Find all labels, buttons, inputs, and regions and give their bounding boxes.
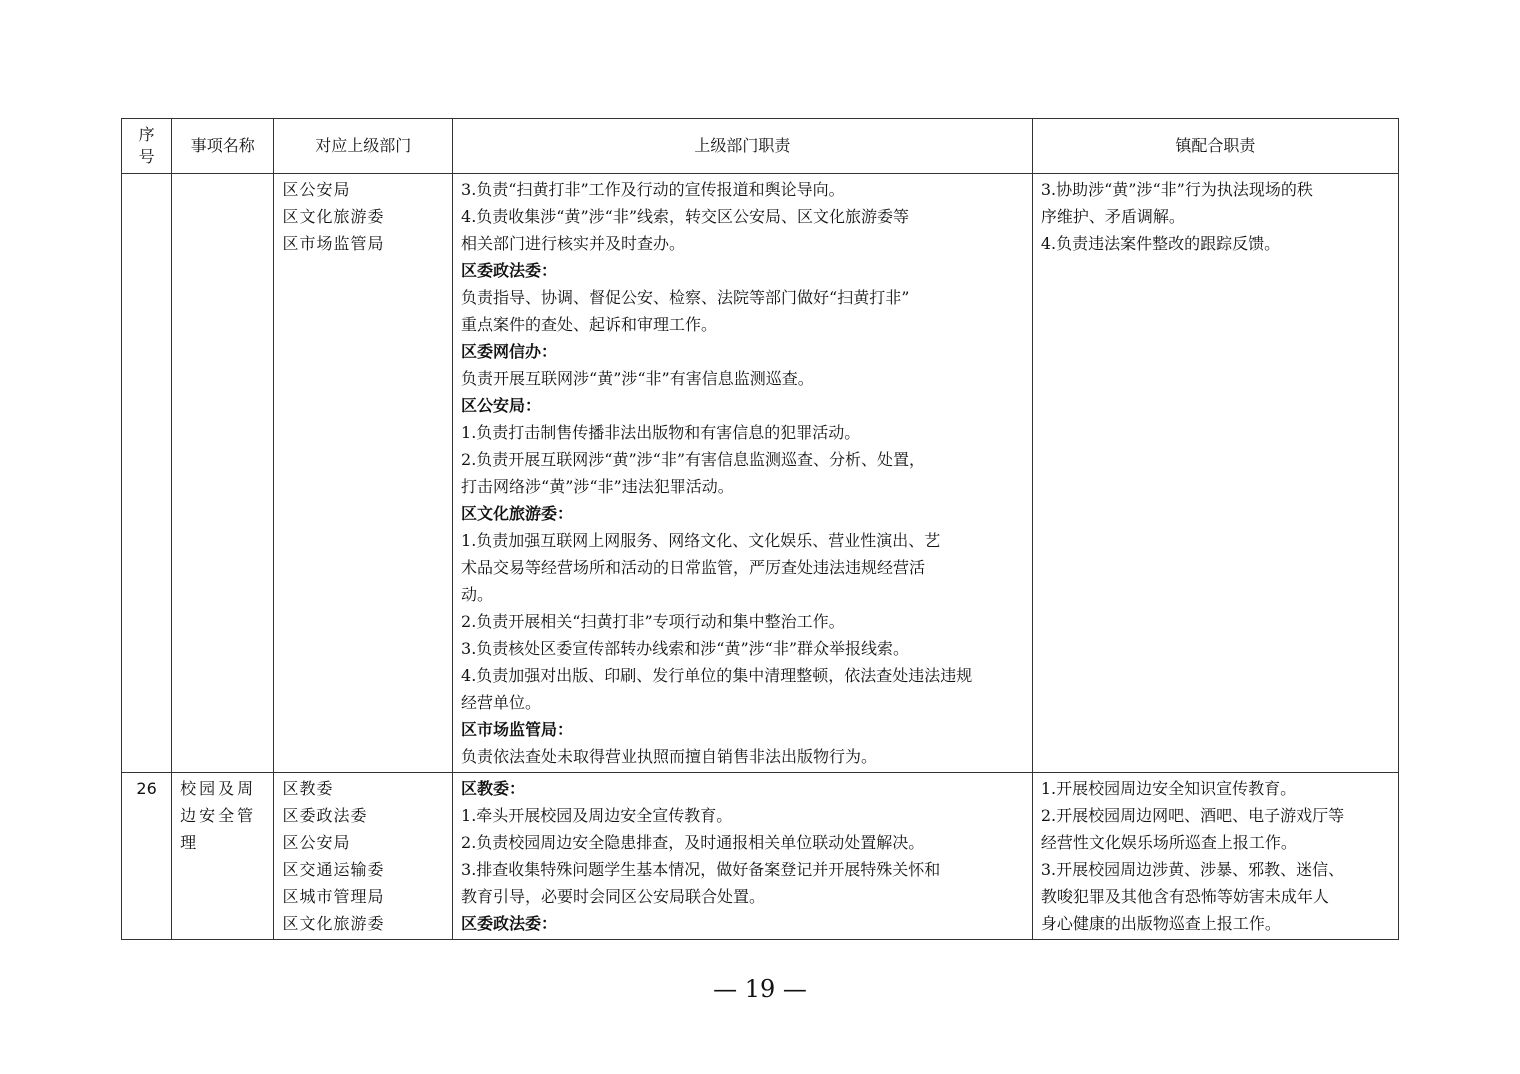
header-town-duty: 镇配合职责 <box>1032 119 1398 174</box>
dept-name: 区教委 <box>282 779 334 798</box>
duty-line: 4.负责收集涉“黄”涉“非”线索，转交区公安局、区文化旅游委等 <box>461 207 910 226</box>
town-duty-line: 教唆犯罪及其他含有恐怖等妨害未成年人 <box>1040 887 1329 906</box>
dept-name: 区文化旅游委 <box>282 207 385 226</box>
row-number: 26 <box>122 773 172 940</box>
header-serial-line-2: 号 <box>138 147 155 166</box>
duty-line: 3.排查收集特殊问题学生基本情况，做好备案登记并开展特殊关怀和 <box>461 860 941 879</box>
duty-line: 负责依法查处未取得营业执照而擅自销售非法出版物行为。 <box>461 747 878 766</box>
dept-name: 区市场监管局 <box>282 234 385 253</box>
item-name <box>172 773 274 940</box>
duty-line-heading: 区委政法委： <box>461 914 558 933</box>
duty-line: 3.负责“扫黄打非”工作及行动的宣传报道和舆论导向。 <box>461 180 845 199</box>
row-number <box>122 174 172 773</box>
duty-line: 打击网络涉“黄”涉“非”违法犯罪活动。 <box>461 477 734 496</box>
duty-line: 相关部门进行核实并及时查办。 <box>461 234 686 253</box>
duty-line-heading: 区公安局： <box>461 396 542 415</box>
duty-table <box>121 118 1399 940</box>
town-duty-cell <box>1032 773 1398 940</box>
dept-name: 区文化旅游委 <box>282 914 385 933</box>
table-row <box>122 174 1399 773</box>
duty-line-heading: 区委政法委： <box>461 261 558 280</box>
town-duty-line: 身心健康的出版物巡查上报工作。 <box>1040 914 1281 933</box>
dept-name: 区委政法委 <box>282 806 368 825</box>
duty-line: 教育引导，必要时会同区公安局联合处置。 <box>461 887 766 906</box>
duty-line: 动。 <box>461 585 494 604</box>
town-duty-line: 3.协助涉“黄”涉“非”行为执法现场的秩 <box>1040 180 1313 199</box>
duty-line: 经营单位。 <box>461 693 542 712</box>
header-serial-number <box>122 119 172 174</box>
town-duty-line: 序维护、矛盾调解。 <box>1040 207 1185 226</box>
duty-line: 2.负责开展互联网涉“黄”涉“非”有害信息监测巡查、分析、处置， <box>461 450 926 469</box>
table-header-row <box>122 119 1399 174</box>
item-name <box>172 174 274 773</box>
duty-line: 重点案件的查处、起诉和审理工作。 <box>461 315 718 334</box>
item-name-line: 理 <box>180 833 200 852</box>
header-serial-line-1: 序 <box>138 125 155 144</box>
dept-name: 区公安局 <box>282 180 351 199</box>
item-name-line: 边安全管 <box>180 806 257 825</box>
duty-line: 负责开展互联网涉“黄”涉“非”有害信息监测巡查。 <box>461 369 814 388</box>
duty-line-heading: 区教委： <box>461 779 526 798</box>
dept-list <box>274 174 453 773</box>
header-item-name: 事项名称 <box>172 119 274 174</box>
duty-line: 1.负责加强互联网上网服务、网络文化、文化娱乐、营业性演出、艺 <box>461 531 941 550</box>
duty-line: 3.负责核处区委宣传部转办线索和涉“黄”涉“非”群众举报线索。 <box>461 639 910 658</box>
dept-name: 区公安局 <box>282 833 351 852</box>
dept-name: 区交通运输委 <box>282 860 385 879</box>
duty-line: 1.负责打击制售传播非法出版物和有害信息的犯罪活动。 <box>461 423 861 442</box>
duty-line: 4.负责加强对出版、印刷、发行单位的集中清理整顿，依法查处违法违规 <box>461 666 973 685</box>
town-duty-line: 4.负责违法案件整改的跟踪反馈。 <box>1040 234 1281 253</box>
town-duty-line: 3.开展校园周边涉黄、涉暴、邪教、迷信、 <box>1040 860 1345 879</box>
page-number: — 19 — <box>713 975 807 1003</box>
duty-line-heading: 区市场监管局： <box>461 720 574 739</box>
header-dept-duty: 上级部门职责 <box>453 119 1033 174</box>
town-duty-cell <box>1032 174 1398 773</box>
town-duty-line: 2.开展校园周边网吧、酒吧、电子游戏厅等 <box>1040 806 1345 825</box>
duty-line: 2.负责校园周边安全隐患排查，及时通报相关单位联动处置解决。 <box>461 833 925 852</box>
dept-list <box>274 773 453 940</box>
duty-line-heading: 区委网信办： <box>461 342 558 361</box>
duty-line: 2.负责开展相关“扫黄打非”专项行动和集中整治工作。 <box>461 612 845 631</box>
duty-line: 负责指导、协调、督促公安、检察、法院等部门做好“扫黄打非” <box>461 288 910 307</box>
duty-line: 术品交易等经营场所和活动的日常监管，严厉查处违法违规经营活 <box>461 558 926 577</box>
item-name-line: 校园及周 <box>180 779 257 798</box>
header-dept: 对应上级部门 <box>274 119 453 174</box>
dept-name: 区城市管理局 <box>282 887 385 906</box>
town-duty-line: 1.开展校园周边安全知识宣传教育。 <box>1040 779 1297 798</box>
table-row <box>122 773 1399 940</box>
duty-line: 1.牵头开展校园及周边安全宣传教育。 <box>461 806 733 825</box>
town-duty-line: 经营性文化娱乐场所巡查上报工作。 <box>1040 833 1297 852</box>
dept-duty-cell <box>453 773 1033 940</box>
dept-duty-cell <box>453 174 1033 773</box>
duty-line-heading: 区文化旅游委： <box>461 504 574 523</box>
